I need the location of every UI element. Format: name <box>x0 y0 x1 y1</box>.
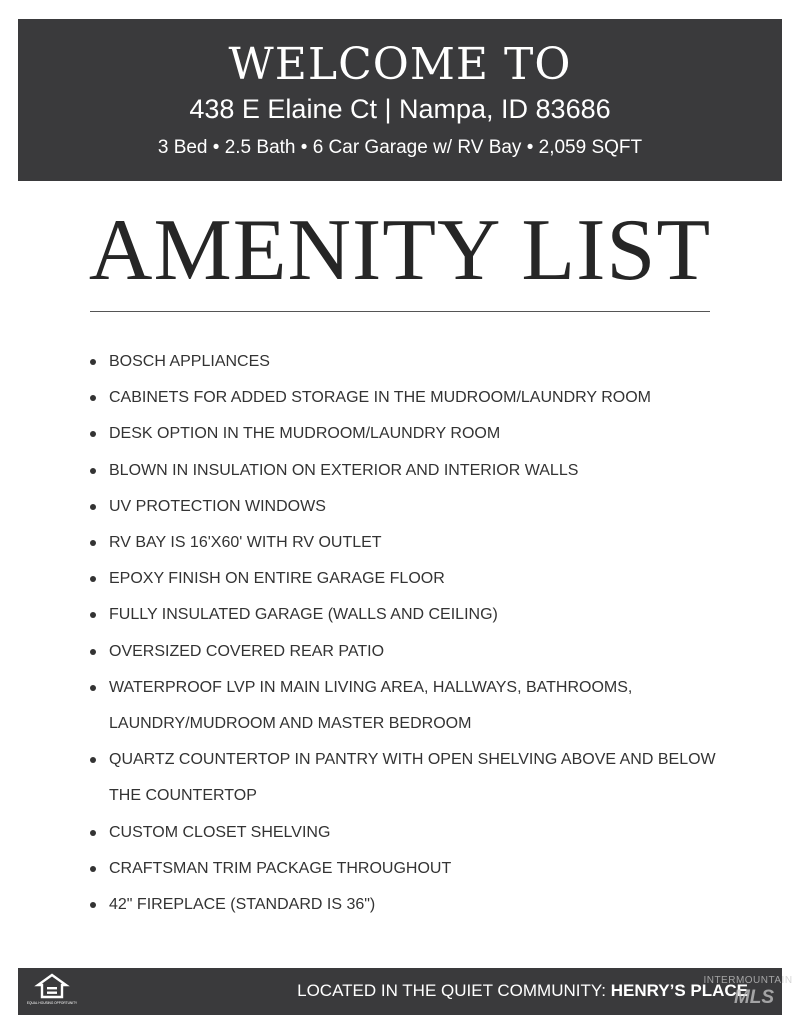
amenity-item <box>90 634 730 670</box>
bullet-icon <box>90 395 96 401</box>
amenity-text: RV BAY IS 16'X60' WITH RV OUTLET <box>109 534 382 552</box>
welcome-heading: WELCOME TO <box>228 39 572 90</box>
equal-housing-opportunity-icon <box>26 973 78 1009</box>
footer-banner <box>18 968 782 1015</box>
amenity-item <box>90 453 730 489</box>
property-address: 438 E Elaine Ct | Nampa, ID 83686 <box>189 94 611 124</box>
bullet-icon <box>90 902 96 908</box>
title-divider <box>90 311 710 312</box>
amenity-item <box>90 887 730 923</box>
amenity-item <box>90 670 730 742</box>
bullet-icon <box>90 359 96 365</box>
amenity-item <box>90 742 730 814</box>
bullet-icon <box>90 576 96 582</box>
community-lead: LOCATED IN THE QUIET COMMUNITY: <box>297 981 611 1000</box>
amenity-text: QUARTZ COUNTERTOP IN PANTRY WITH OPEN SHELVING ABOVE AND BELOW THE COUNTERTOP <box>109 751 716 805</box>
amenity-text: CABINETS FOR ADDED STORAGE IN THE MUDROOM/LAUNDRY ROOM <box>109 389 651 407</box>
bullet-icon <box>90 540 96 546</box>
amenity-item <box>90 597 730 633</box>
amenity-text: 42" FIREPLACE (STANDARD IS 36") <box>109 896 376 914</box>
amenity-text: FULLY INSULATED GARAGE (WALLS AND CEILING) <box>109 606 498 624</box>
community-statement <box>297 981 748 1001</box>
bullet-icon <box>90 612 96 618</box>
amenity-item <box>90 851 730 887</box>
amenity-text: OVERSIZED COVERED REAR PATIO <box>109 642 385 660</box>
amenity-item <box>90 344 730 380</box>
amenity-text: UV PROTECTION WINDOWS <box>109 497 326 515</box>
watermark-top: INTERMOUNTAIN <box>703 975 793 986</box>
amenity-item <box>90 525 730 561</box>
amenity-text: EPOXY FINISH ON ENTIRE GARAGE FLOOR <box>109 570 445 588</box>
header-banner <box>18 19 782 181</box>
amenity-item <box>90 815 730 851</box>
amenity-text: CUSTOM CLOSET SHELVING <box>109 823 331 841</box>
equal-housing-text: EQUAL HOUSING OPPORTUNITY <box>26 1001 78 1005</box>
property-specs: 3 Bed • 2.5 Bath • 6 Car Garage w/ RV Bay • 2,059 SQFT <box>157 137 643 158</box>
amenity-text: WATERPROOF LVP IN MAIN LIVING AREA, HALLWAYS, BATHROOMS, LAUNDRY/MUDROOM AND MASTER BEDROOM <box>109 678 633 733</box>
amenity-text: CRAFTSMAN TRIM PACKAGE THROUGHOUT <box>109 859 452 877</box>
amenity-item <box>90 380 730 416</box>
bullet-icon <box>90 431 96 437</box>
watermark-mls: MLS <box>733 987 775 1008</box>
amenity-list <box>90 344 730 923</box>
bullet-icon <box>90 866 96 872</box>
bullet-icon <box>90 830 96 836</box>
amenity-item <box>90 416 730 452</box>
amenity-text: BOSCH APPLIANCES <box>109 353 270 370</box>
amenity-text: DESK OPTION IN THE MUDROOM/LAUNDRY ROOM <box>109 425 501 443</box>
bullet-icon <box>90 685 96 691</box>
bullet-icon <box>90 757 96 763</box>
amenity-item <box>90 489 730 525</box>
community-name: HENRY’S PLACE <box>610 981 748 1000</box>
bullet-icon <box>90 504 96 510</box>
bullet-icon <box>90 649 96 655</box>
page-title: AMENITY LIST <box>88 202 712 299</box>
bullet-icon <box>90 468 96 474</box>
amenity-text: BLOWN IN INSULATION ON EXTERIOR AND INTERIOR WALLS <box>109 461 579 479</box>
amenity-item <box>90 561 730 597</box>
